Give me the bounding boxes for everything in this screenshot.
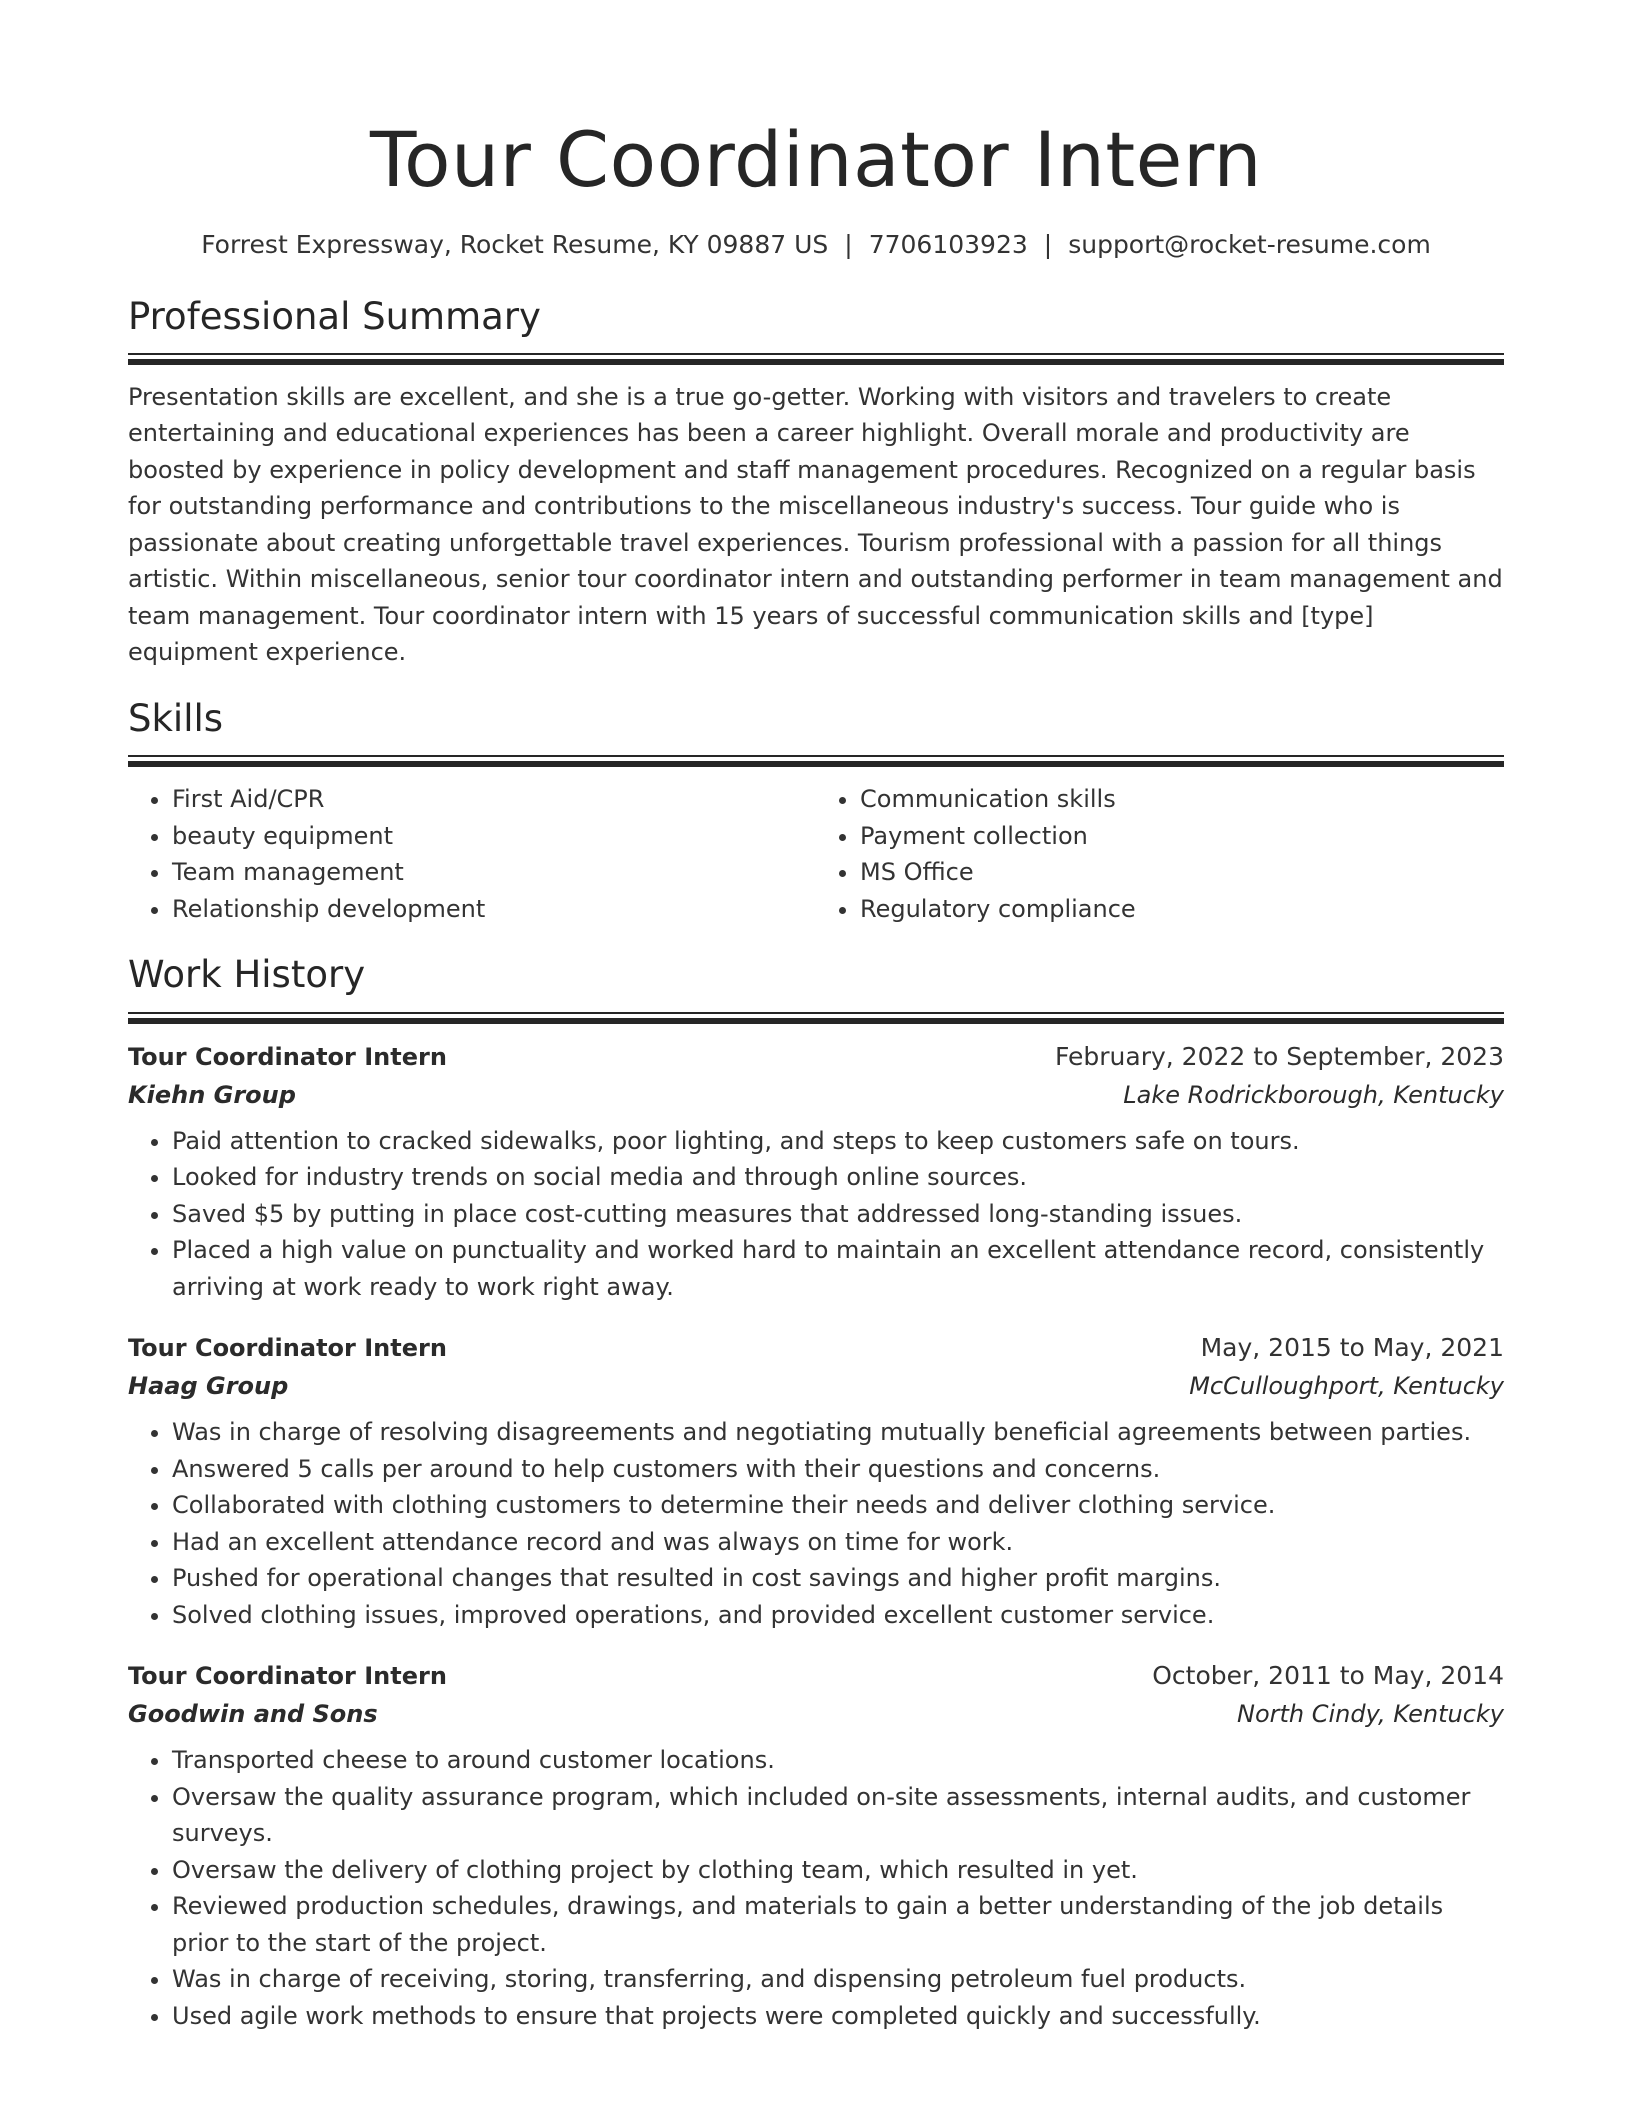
job-bullet: • Paid attention to cracked sidewalks, poor lighting, and steps to keep customers safe on tours. xyxy=(172,1123,1504,1160)
skills-section xyxy=(128,697,1504,927)
job-company: Goodwin and Sons xyxy=(128,1700,378,1729)
job-bullet: • Saved $5 by putting in place cost-cutting measures that addressed long-standing issues. xyxy=(172,1196,1504,1233)
job-bullet: • Oversaw the delivery of clothing project by clothing team, which resulted in yet. xyxy=(172,1852,1504,1889)
job-bullet: • Had an excellent attendance record and was always on time for work. xyxy=(172,1524,1504,1561)
job-bullet: • Looked for industry trends on social media and through online sources. xyxy=(172,1159,1504,1196)
job-subheader xyxy=(128,1081,1504,1109)
job-subheader xyxy=(128,1700,1504,1728)
job-title: Tour Coordinator Intern xyxy=(128,1662,447,1691)
job-bullet: • Solved clothing issues, improved operations, and provided excellent customer service. xyxy=(172,1597,1504,1634)
job-header xyxy=(128,1042,1504,1071)
skill-item: • First Aid/CPR xyxy=(172,781,816,818)
job-bullet: • Was in charge of resolving disagreements and negotiating mutually beneficial agreements between parties. xyxy=(172,1414,1504,1451)
job-subheader xyxy=(128,1372,1504,1400)
job-dates: May, 2015 to May, 2021 xyxy=(1200,1333,1504,1363)
job-bullet: • Placed a high value on punctuality and worked hard to maintain an excellent attendance record, consistently arriving at work ready to work right away. xyxy=(172,1232,1504,1305)
skills-heading: Skills xyxy=(128,696,224,740)
job-header xyxy=(128,1661,1504,1690)
job-bullets xyxy=(128,1742,1504,2034)
section-divider xyxy=(128,1012,1504,1024)
job-bullet: • Was in charge of receiving, storing, transferring, and dispensing petroleum fuel products. xyxy=(172,1961,1504,1998)
job-title: Tour Coordinator Intern xyxy=(128,1334,447,1363)
job-bullets xyxy=(128,1123,1504,1306)
summary-heading: Professional Summary xyxy=(128,294,541,338)
skill-item: • MS Office xyxy=(860,854,1504,891)
job-bullet: • Pushed for operational changes that resulted in cost savings and higher profit margins. xyxy=(172,1560,1504,1597)
section-divider xyxy=(128,755,1504,767)
job-dates: February, 2022 to September, 2023 xyxy=(1055,1041,1504,1071)
job-dates: October, 2011 to May, 2014 xyxy=(1152,1661,1504,1691)
contact-address: Forrest Expressway, Rocket Resume, KY 09887 US xyxy=(201,229,829,259)
job-header xyxy=(128,1333,1504,1362)
summary-text: Presentation skills are excellent, and she is a true go-getter. Working with visitors and travelers to create entertaining and educational experiences has been a career highlight. Overall morale and productivity are boosted by experience in policy development and staff management procedures. Recognized on a regular basis for outstanding performance and contributions to the miscellaneous industry's success. Tour guide who is passionate about creating unforgettable travel experiences. Tourism professional with a passion for all things artistic. Within miscellaneous, senior tour coordinator intern and outstanding performer in team management and team management. Tour coordinator intern with 15 years of successful communication skills and [type] equipment experience. xyxy=(128,382,1503,667)
job-entry xyxy=(128,1661,1504,2034)
skill-item: • Payment collection xyxy=(860,818,1504,855)
section-divider xyxy=(128,353,1504,365)
job-company: Haag Group xyxy=(128,1372,289,1401)
skill-item: • Relationship development xyxy=(172,891,816,928)
job-location: McCulloughport, Kentucky xyxy=(1189,1372,1504,1401)
skills-list-left xyxy=(128,781,816,927)
job-location: Lake Rodrickborough, Kentucky xyxy=(1123,1080,1504,1109)
job-bullet: • Used agile work methods to ensure that projects were completed quickly and successfully. xyxy=(172,1998,1504,2035)
job-bullets xyxy=(128,1414,1504,1633)
job-company: Kiehn Group xyxy=(128,1080,296,1109)
contact-phone: 7706103923 xyxy=(868,229,1028,259)
skill-item: • Communication skills xyxy=(860,781,1504,818)
job-location: North Cindy, Kentucky xyxy=(1237,1700,1504,1729)
work-history-section xyxy=(128,953,1504,2034)
contact-separator: | xyxy=(1043,229,1053,259)
summary-section xyxy=(128,295,1504,671)
job-entry xyxy=(128,1333,1504,1633)
work-history-heading: Work History xyxy=(128,953,366,997)
job-bullet: • Collaborated with clothing customers to determine their needs and deliver clothing service. xyxy=(172,1487,1504,1524)
skill-item: • Regulatory compliance xyxy=(860,891,1504,928)
skill-item: • beauty equipment xyxy=(172,818,816,855)
job-bullet: • Reviewed production schedules, drawings, and materials to gain a better understanding of the job details prior to the start of the project. xyxy=(172,1888,1504,1961)
contact-line xyxy=(128,230,1504,259)
contact-email[interactable]: support@rocket-resume.com xyxy=(1068,229,1431,259)
contact-separator: | xyxy=(844,229,853,259)
job-title: Tour Coordinator Intern xyxy=(128,1042,447,1071)
skills-list-right xyxy=(816,781,1504,927)
skill-item: • Team management xyxy=(172,854,816,891)
job-bullet: • Answered 5 calls per around to help customers with their questions and concerns. xyxy=(172,1451,1504,1488)
candidate-name: Tour Coordinator Intern xyxy=(369,115,1263,204)
job-entry xyxy=(128,1042,1504,1306)
job-bullet: • Transported cheese to around customer locations. xyxy=(172,1742,1504,1779)
skills-grid xyxy=(128,781,1504,927)
job-bullet: • Oversaw the quality assurance program, which included on-site assessments, internal audits, and customer surveys. xyxy=(172,1779,1504,1852)
